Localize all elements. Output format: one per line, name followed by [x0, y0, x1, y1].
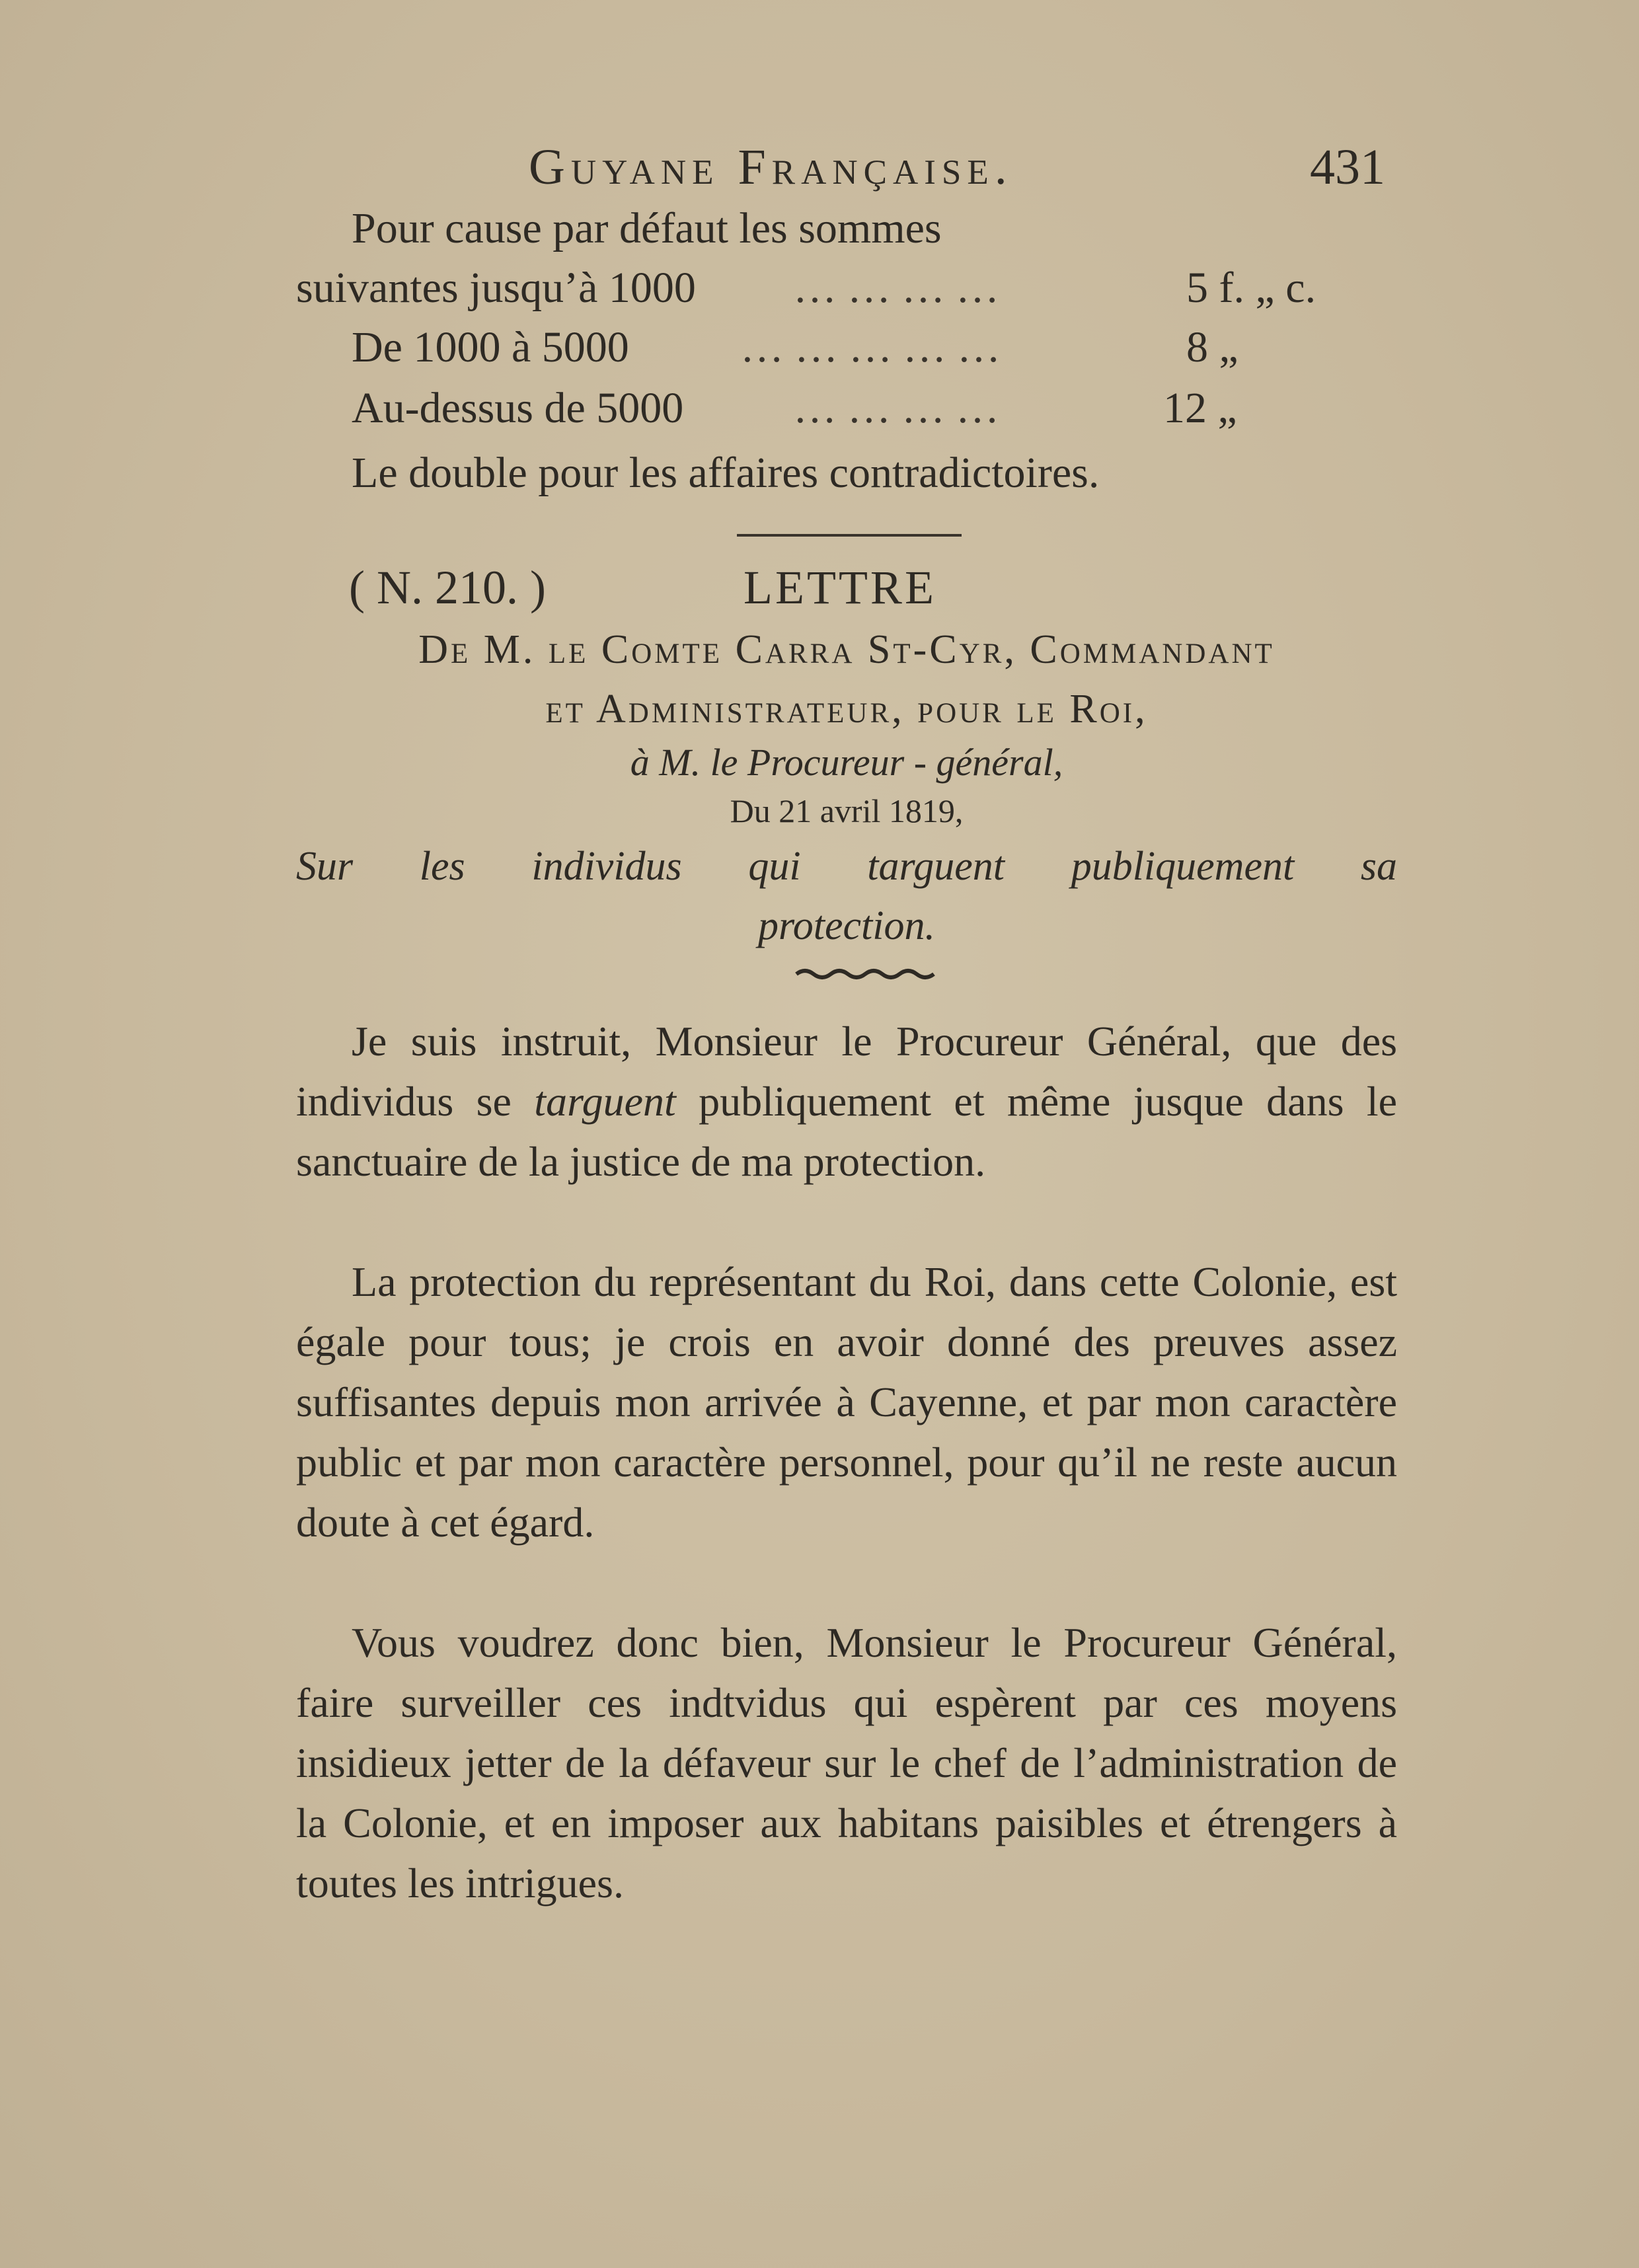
fee-row-3-amount: 12 „: [1163, 384, 1237, 432]
letter-title: LETTRE: [743, 561, 936, 614]
fee-row-1-amount: 5 f. „ c.: [1186, 264, 1316, 312]
fees-closing: Le double pour les affaires contradictoires.: [352, 449, 1100, 497]
page-number: 431: [1310, 139, 1385, 195]
fee-row-2-amount: 8 „: [1186, 323, 1239, 371]
letter-paragraph-3: Vous voudrez donc bien, Monsieur le Procureur Général, faire surveiller ces indtvidus qui espèrent par ces moyens insidieux jetter de la défaveur sur le chef de l’administration de la Colonie, et en imposer aux habitans paisibles et étrengers à toutes les intrigues.: [296, 1619, 1397, 1907]
running-header-title: Guyane Française.: [529, 139, 1013, 195]
letter-from-line1: De M. le Comte Carra St-Cyr, Commandant: [418, 627, 1275, 672]
letter-date: Du 21 avril 1819,: [730, 792, 964, 829]
fee-row-1-label: suivantes jusqu’à 1000: [296, 264, 696, 312]
letter-from-line2: et Administrateur, pour le Roi,: [545, 687, 1148, 732]
paragraph-1-start: Je suis instruit, Monsieur le Procureur Général, que des individus se: [296, 1018, 1397, 1125]
fee-row-2-label: De 1000 à 5000: [352, 323, 629, 371]
paragraph-1-end: publiquement et même jusque dans le sanctuaire de la justice de ma protection.: [296, 1078, 1398, 1185]
letter-subject-line1: Sur les individus qui targuent publiquement sa: [296, 844, 1397, 889]
letter-paragraph-2: La protection du représentant du Roi, dans cette Colonie, est égale pour tous; je crois en avoir donné des preuves assez suffisantes depuis mon arrivée à Cayenne, et par mon caractère public et par mon caractère personnel, pour qu’il ne reste aucun doute à cet égard.: [296, 1258, 1397, 1546]
fees-intro: Pour cause par défaut les sommes: [352, 204, 942, 252]
letter-subject-line2: protection.: [757, 903, 936, 948]
letter-recipient: à M. le Procureur - général,: [630, 741, 1063, 784]
paragraph-1-emphasis: targuent: [534, 1078, 676, 1125]
fee-row-2-leader: ……………: [740, 323, 1011, 371]
fee-row-3-leader: …………: [793, 384, 1010, 432]
letter-paragraph-1: [296, 1011, 1397, 1191]
section-rule: [737, 534, 962, 537]
letter-number: ( N. 210. ): [349, 561, 546, 614]
fee-row-1-leader: …………: [793, 264, 1010, 312]
fee-row-3-label: Au-dessus de 5000: [352, 384, 684, 432]
wavy-ornament-icon: [793, 966, 938, 982]
